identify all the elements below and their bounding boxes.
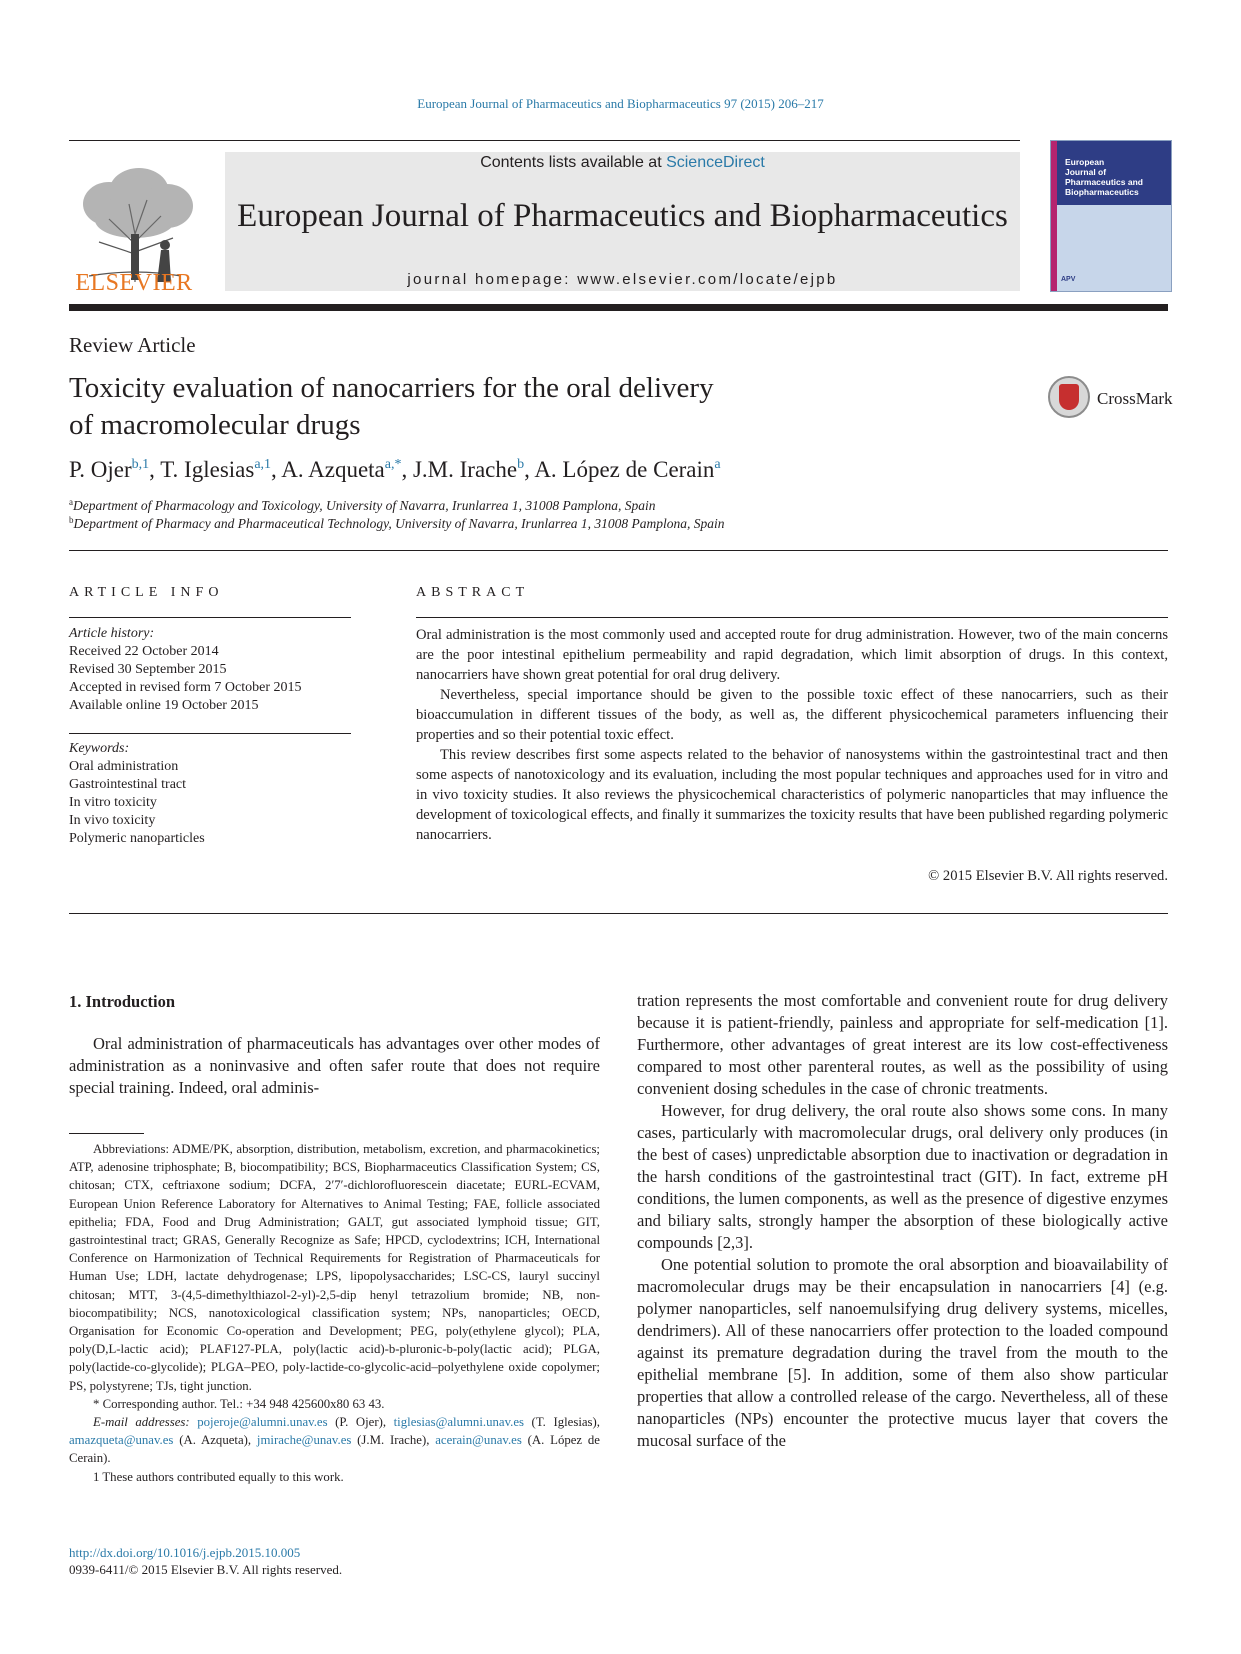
email-owner: (A. López de Cerain). [69,1433,600,1466]
history-item: Revised 30 September 2015 [69,662,227,677]
body-right-column [637,990,1168,1452]
journal-cover-thumbnail[interactable] [1050,140,1172,292]
article-title [69,370,849,444]
cover-footer: APV [1061,276,1076,283]
article-info-heading: ARTICLE INFO [69,585,224,600]
author-affiliation-mark[interactable]: b [517,457,525,472]
cover-title [1065,157,1169,197]
abstract-body [416,625,1168,845]
affiliations-rule [69,550,1168,551]
sciencedirect-link[interactable]: ScienceDirect [666,154,765,171]
author-separator: , [149,457,161,482]
author-name: P. Ojer [69,457,132,482]
equal-contribution-note: 1 These authors contributed equally to this work. [93,1469,344,1484]
author-affiliation-mark[interactable]: a,* [384,457,402,472]
author-name: J.M. Irache [412,457,518,482]
body-paragraph: tration represents the most comfortable and convenient route for drug delivery because it is patient-friendly, painless and appropriate for self-medication [1]. Furthermore, other advantages of great interest are its low cost-effectiveness compared to most other parenteral routes, as well as the possibility of using convenient dosing schedules in the case of chronic treatments. [637,991,1168,1098]
article-title-line: of macromolecular drugs [69,409,361,441]
journal-citation[interactable]: European Journal of Pharmaceutics and Biopharmaceutics 97 (2015) 206–217 [417,96,824,111]
keyword-item[interactable]: In vitro toxicity [69,795,157,810]
body-left-column [69,1033,600,1099]
journal-title: European Journal of Pharmaceutics and Biopharmaceutics [237,198,1008,234]
doi-link[interactable]: http://dx.doi.org/10.1016/j.ejpb.2015.10.005 [69,1545,301,1560]
contents-availability [225,154,1020,172]
author-separator: , [401,457,413,482]
email-owner: (T. Iglesias), [524,1415,600,1430]
affiliation-a [69,498,655,514]
author-affiliation-mark[interactable]: a [714,457,721,472]
article-title-line: Toxicity evaluation of nanocarriers for the oral delivery [69,372,714,404]
abstract-copyright: © 2015 Elsevier B.V. All rights reserved. [928,868,1168,884]
affiliation-b [69,516,725,532]
abstract-rule [416,617,1168,618]
crossmark-label: CrossMark [1097,389,1173,408]
author-name: T. Iglesias [160,457,255,482]
email-owner: (A. Azqueta), [173,1433,257,1448]
author-name: A. López de Cerain [534,457,715,482]
email-link[interactable]: amazqueta@unav.es [69,1433,174,1448]
author-separator: , [524,457,535,482]
email-link[interactable]: tiglesias@alumni.unav.es [393,1415,524,1430]
contents-prefix: Contents lists available at [480,154,667,171]
article-type: Review Article [69,333,196,357]
footnote-rule [69,1133,144,1134]
email-owner: (P. Ojer), [327,1415,394,1430]
email-owner: (J.M. Irache), [351,1433,436,1448]
email-label: E-mail addresses: [93,1415,198,1430]
crossmark-icon [1048,376,1090,418]
author-separator: , [271,457,282,482]
body-paragraph: Oral administration of pharmaceuticals has advantages over other modes of administration as a noninvasive and often safer route that does not require special training. Indeed, oral adminis- [69,1034,600,1097]
keywords [69,740,351,848]
history-item: Received 22 October 2014 [69,644,219,659]
author-affiliation-mark[interactable]: a,1 [254,457,272,472]
email-link[interactable]: acerain@unav.es [435,1433,522,1448]
top-rule [69,140,1020,141]
article-history [69,625,351,715]
header-thick-rule [69,304,1168,311]
cover-title-line: European [1065,157,1105,167]
author-affiliation-mark[interactable]: b,1 [131,457,150,472]
keyword-item[interactable]: Gastrointestinal tract [69,777,187,792]
elsevier-wordmark[interactable]: ELSEVIER [75,270,193,296]
history-item: Accepted in revised form 7 October 2015 [69,680,302,695]
journal-homepage[interactable]: journal homepage: www.elsevier.com/locate/ejpb [407,271,838,288]
body-paragraph: One potential solution to promote the oral absorption and bioavailability of macromolecular drugs may be their encapsulation in nanocarriers [4] (e.g. polymer nanoparticles, self nanoemulsifying drug delivery systems, micelles, dendrimers). All of these nanocarriers offer protection to the loaded compound against its premature degradation during the travel from the mouth to the epithelial membrane [5]. In addition, some of them also show particular properties that allow a controlled release of the cargo. Nevertheless, all of these nanoparticles (NPs) encounter the protective mucus layer that covers the mucosal surface of the [637,1255,1168,1450]
article-info-rule [69,617,351,618]
abstract-paragraph: Oral administration is the most commonly used and accepted route for drug administration. However, two of the main concerns are the poor intestinal epithelium permeability and rapid degradation, which limit absorption of drugs. In this context, nanocarriers have shown great potential for oral drug delivery. [416,627,1168,683]
abstract-paragraph: This review describes first some aspects related to the behavior of nanosystems within the gastrointestinal tract and then some aspects of nanotoxicology and its evaluation, including the most popular techniques and approaches used for in vitro and in vivo toxicity studies. It also reviews the physicochemical characteristics of polymeric nanoparticles that may influence the development of toxicological effects, and finally it summarizes the toxicity results that have been published regarding polymeric nanocarriers. [416,747,1168,843]
author-name: A. Azqueta [281,457,385,482]
cover-title-line: Biopharmaceutics [1065,187,1139,197]
crossmark-button[interactable] [1048,376,1188,422]
corresponding-author-note: * Corresponding author. Tel.: +34 948 425600x80 63 43. [93,1396,385,1411]
affiliation-text: Department of Pharmacology and Toxicology, University of Navarra, Irunlarrea 1, 31008 Pamplona, Spain [73,498,656,513]
author-list [69,457,721,483]
affiliation-mark: a [69,497,73,507]
email-link[interactable]: pojeroje@alumni.unav.es [197,1415,328,1430]
history-label: Article history: [69,626,155,641]
affiliation-text: Department of Pharmacy and Pharmaceutical Technology, University of Navarra, Irunlarrea 1, 31008 Pamplona, Spain [73,516,725,531]
email-addresses [69,1413,600,1468]
issn-line: 0939-6411/© 2015 Elsevier B.V. All rights reserved. [69,1562,343,1577]
abstract-paragraph: Nevertheless, special importance should be given to the possible toxic effect of these nanocarriers, such as their bioaccumulation in different tissues of the body, as well as, the different physicochemical parameters influencing their properties and so their potential toxic effect. [416,687,1168,743]
abstract-heading: ABSTRACT [416,585,530,600]
keyword-item[interactable]: Polymeric nanoparticles [69,831,205,846]
keyword-item[interactable]: Oral administration [69,759,179,774]
keyword-item[interactable]: In vivo toxicity [69,813,156,828]
affiliation-mark: b [69,515,74,525]
keywords-label: Keywords: [69,741,130,756]
email-link[interactable]: jmirache@unav.es [256,1433,352,1448]
cover-title-line: Journal of [1065,167,1107,177]
abstract-bottom-rule [69,913,1168,914]
abbreviations-footnote: Abbreviations: ADME/PK, absorption, distribution, metabolism, excretion, and pharmacokinetics; ATP, adenosine triphosphate; B, biocompatibility; BCS, Biopharmaceutics Classification System; CS, chitosan; CTX, ceftriaxone sodium; DCFA, 2′7′-dichlorofluorescein diacetate; EURL-ECVAM, European Union Reference Laboratory for Alternatives to Animal Testing; FAE, follicle associated epithelia; FDA, Food and Drug Administration; GALT, gut associated lymphoid tissue; GIT, gastrointestinal tract; GRAS, Generally Recognize as Safe; HPCD, cyclodextrins; ICH, International Conference on Harmonization of Technical Requirements for Registration of Pharmaceuticals for Human Use; LDH, lactate dehydrogenase; LPS, lipopolysaccharides; LSC-CS, lauryl succinyl chitosan; MTT, 3-(4,5-dimethylthiazol-2-yl)-2,5-dip henyl tetrazolium bromide; NB, non-biocompatibility; NCS, nanotoxicological classification system; NPs, nanoparticles; OECD, Organisation for Economic Co-operation and Development; PEG, poly(ethylene glycol); PLA, poly(D,L-lactic acid); PLAF127-PLA, poly(lactic acid)-b-pluronic-b-poly(lactic acid); PLGA, poly(lactide-co-glycolide); PLGA–PEO, poly-lactide-co-glycolic-acid–polyethylene oxide copolymer; PS, polystyrene; TJs, tight junction. [69,1142,600,1393]
cover-title-line: Pharmaceutics and [1065,177,1143,187]
section-heading-introduction: 1. Introduction [69,992,176,1011]
keywords-rule [69,733,351,734]
footnotes [69,1140,600,1486]
body-paragraph: However, for drug delivery, the oral route also shows some cons. In many cases, particularly with macromolecular drugs, oral delivery only produces (in the best of cases) unpredictable absorption due to inactivation or degradation in the harsh conditions of the gastrointestinal tract (GIT). In fact, extreme pH conditions, the lumen components, as well as the presence of digestive enzymes and biliary salts, strongly hamper the absorption of these biologically active compounds [2,3]. [637,1101,1168,1252]
history-item: Available online 19 October 2015 [69,698,259,713]
